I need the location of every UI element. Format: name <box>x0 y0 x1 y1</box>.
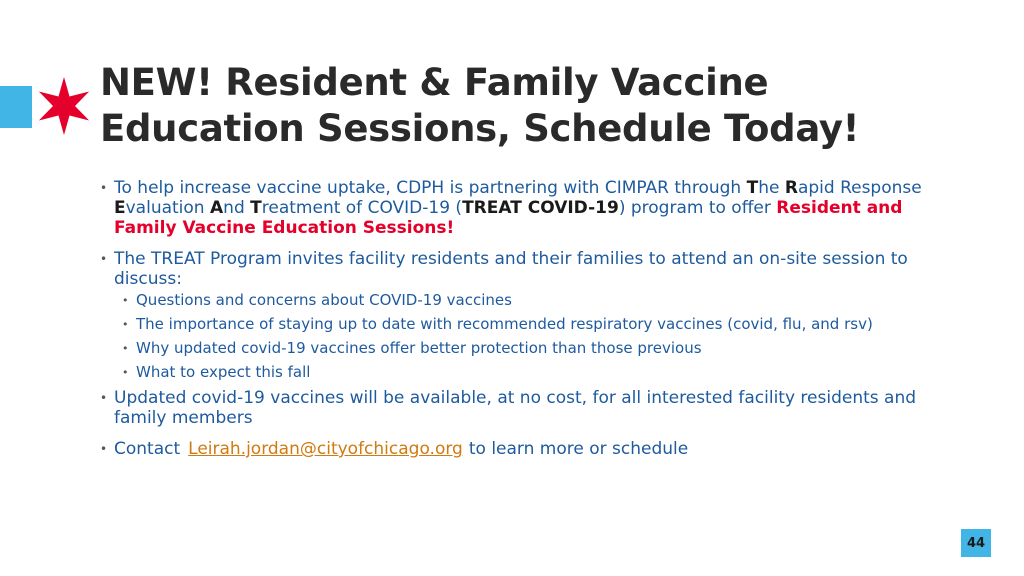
bullet-partnership <box>100 178 940 238</box>
invitation-text: The TREAT Program invites facility residents and their families to attend an on-site session to discuss: <box>114 249 908 289</box>
acronym-letter-t2: T <box>250 198 262 218</box>
accent-bar <box>0 86 32 128</box>
bullet-list <box>100 178 940 459</box>
page-number: 44 <box>961 529 991 557</box>
topic-item: • The importance of staying up to date with recommended respiratory vaccines (covid, flu, and rsv) <box>114 316 940 333</box>
treat-covid-program-name: TREAT COVID-19 <box>462 198 619 218</box>
acronym-letter-e: E <box>114 198 126 218</box>
slide-title <box>100 60 1000 152</box>
acronym-word-and: nd <box>223 198 251 218</box>
program-offer-text: ) program to offer <box>618 198 777 218</box>
acronym-letter-a: A <box>210 198 224 218</box>
topic-item: • Questions and concerns about COVID-19 vaccines <box>114 292 940 309</box>
bullet-availability: • Updated covid-19 vaccines will be available, at no cost, for all interested facility residents and family members <box>100 388 940 428</box>
acronym-letter-r: R <box>784 178 798 198</box>
discussion-topics-list <box>114 292 940 381</box>
topic-item: • What to expect this fall <box>114 364 940 381</box>
acronym-letter-t: T <box>746 178 759 198</box>
contact-prefix: Contact <box>114 439 181 459</box>
red-six-point-star-icon <box>34 76 94 136</box>
topic-item: • Why updated covid-19 vaccines offer better protection than those previous <box>114 340 940 357</box>
partnership-text: To help increase vaccine uptake, CDPH is partnering with CIMPAR through <box>114 178 747 198</box>
sessions-highlight: Resident and Family Vaccine Education Sessions! <box>114 198 903 238</box>
slide-content <box>100 178 940 470</box>
title-line-2: Education Sessions, Schedule Today! <box>100 107 860 150</box>
bullet-invitation <box>100 249 940 381</box>
acronym-word-rapid: apid Response <box>797 178 922 198</box>
title-line-1: NEW! Resident & Family Vaccine <box>100 61 769 104</box>
acronym-word-treatment: reatment of COVID-19 ( <box>261 198 463 218</box>
contact-email-link[interactable]: Leirah.jordan@cityofchicago.org <box>188 439 463 459</box>
bullet-contact <box>100 439 940 459</box>
acronym-word-evaluation: valuation <box>125 198 210 218</box>
acronym-word-the: he <box>758 178 785 198</box>
contact-suffix: to learn more or schedule <box>468 439 689 459</box>
